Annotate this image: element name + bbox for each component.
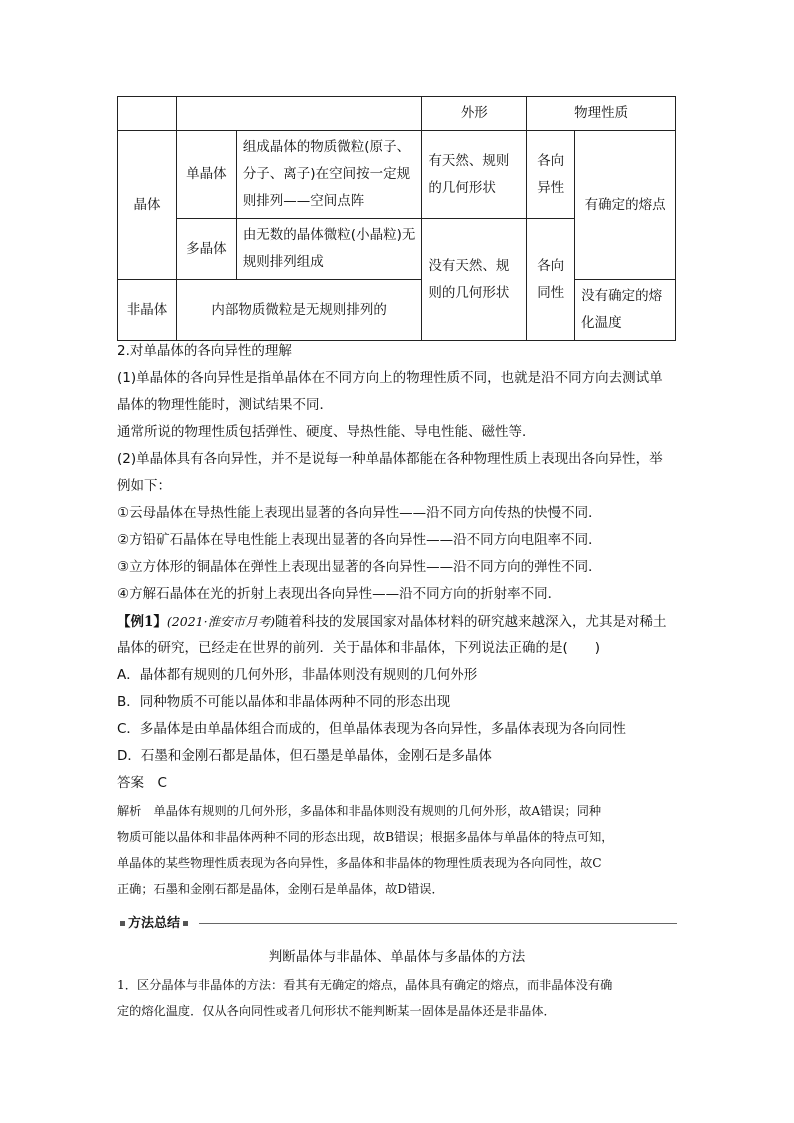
table-cell-empty <box>176 97 422 131</box>
table-row-amorphous <box>118 280 676 341</box>
explanation-line: 单晶体的某些物理性质表现为各向异性，多晶体和非晶体的物理性质表现为各向同性，故C <box>117 856 602 870</box>
explanation-line: 正确；石墨和金刚石都是晶体，金刚石是单晶体，故D错误． <box>117 882 444 896</box>
crystal-label: 晶体 <box>118 131 177 280</box>
single-crystal-shape <box>422 131 527 219</box>
shape-line: 没有天然、规 <box>428 257 510 274</box>
question-stem-line: 晶体的研究，已经走在世界的前列．关于晶体和非晶体，下列说法正确的是( ) <box>117 640 601 656</box>
method-summary-header <box>117 914 677 934</box>
shape-line: 则的几何形状 <box>428 284 510 301</box>
iso-line: 同性 <box>537 284 565 301</box>
square-bullet-icon <box>120 921 125 926</box>
answer: 答案 C <box>117 775 167 791</box>
poly-crystal-shape <box>422 219 527 341</box>
poly-crystal-isotropy <box>527 219 575 341</box>
example-tag: 【例1】 <box>117 614 167 630</box>
desc-line: 由无数的晶体微粒(小晶粒)无 <box>242 227 416 243</box>
example-item: ③立方体形的铜晶体在弹性上表现出显著的各向异性——沿不同方向的弹性不同． <box>117 559 602 575</box>
example-source: (2021·淮安市月考) <box>166 614 275 629</box>
option-d: D．石墨和金刚石都是晶体，但石墨是单晶体，金刚石是多晶体 <box>117 748 492 764</box>
option-a: A．晶体都有规则的几何外形，非晶体则没有规则的几何外形 <box>117 667 478 683</box>
table-cell-empty <box>118 97 177 131</box>
example-text: 随着科技的发展国家对晶体材料的研究越来越深入，尤其是对稀土 <box>274 614 667 630</box>
main-text <box>117 338 677 797</box>
paragraph-line: (1)单晶体的各向异性是指单晶体在不同方向上的物理性质不同，也就是沿不同方向去测试单 <box>117 370 663 386</box>
method-label-text: 方法总结 <box>128 916 181 931</box>
paragraph-line: 晶体的物理性能时，测试结果不同． <box>117 397 333 413</box>
paragraph-line: (2)单晶体具有各向异性，并不是说每一种单晶体都能在各种物理性质上表现出各向异性，举 <box>117 451 663 467</box>
aniso-line: 异性 <box>537 179 565 196</box>
single-crystal-desc <box>236 131 422 219</box>
shape-line: 的几何形状 <box>428 179 496 196</box>
amorphous-desc: 内部物质微粒是无规则排列的 <box>176 280 422 341</box>
example-item: ②方铅矿石晶体在导电性能上表现出显著的各向异性——沿不同方向电阻率不同． <box>117 532 602 548</box>
example-item: ④方解石晶体在光的折射上表现出各向异性——沿不同方向的折射率不同． <box>117 586 562 602</box>
paragraph-line: 例如下： <box>117 478 171 494</box>
desc-line: 则排列——空间点阵 <box>242 193 365 209</box>
amorphous-label: 非晶体 <box>118 280 177 341</box>
shape-line: 有天然、规则 <box>428 152 510 169</box>
option-c: C．多晶体是由单晶体组合而成的，但单晶体表现为各向异性，多晶体表现为各向同性 <box>117 721 626 737</box>
poly-crystal-label: 多晶体 <box>176 219 236 280</box>
header-shape: 外形 <box>422 97 527 131</box>
section-heading: 2.对单晶体的各向异性的理解 <box>117 343 292 359</box>
paragraph-line: 通常所说的物理性质包括弹性、硬度、导热性能、导电性能、磁性等． <box>117 424 536 440</box>
method-line: 定的熔化温度．仅从各向同性或者几何形状不能判断某一固体是晶体还是非晶体． <box>117 1004 556 1018</box>
poly-crystal-desc <box>236 219 422 280</box>
option-b: B．同种物质不可能以晶体和非晶体两种不同的形态出现 <box>117 694 451 710</box>
method-summary-label <box>117 914 197 934</box>
explanation <box>117 798 677 902</box>
single-crystal-label: 单晶体 <box>176 131 236 219</box>
square-bullet-icon <box>183 921 188 926</box>
melt-line: 化温度 <box>581 315 622 331</box>
amorphous-melting <box>575 280 676 341</box>
method-line: 1．区分晶体与非晶体的方法：看其有无确定的熔点，晶体具有确定的熔点，而非晶体没有确 <box>117 978 613 992</box>
explanation-line: 解析 单晶体有规则的几何外形，多晶体和非晶体则没有规则的几何外形，故A错误；同种 <box>117 804 602 818</box>
table-header-row <box>118 97 676 131</box>
iso-line: 各向 <box>537 257 565 274</box>
example-item: ①云母晶体在导热性能上表现出显著的各向异性——沿不同方向传热的快慢不同． <box>117 505 602 521</box>
table-row-single <box>118 131 676 219</box>
desc-line: 规则排列组成 <box>242 254 324 270</box>
desc-line: 分子、离子)在空间按一定规 <box>242 166 411 182</box>
question-stem <box>117 608 677 635</box>
explanation-line: 物质可能以晶体和非晶体两种不同的形态出现，故B错误；根据多晶体与单晶体的特点可知， <box>117 830 614 844</box>
single-crystal-anisotropy <box>527 131 575 219</box>
method-body <box>117 972 677 1024</box>
melt-line: 没有确定的熔 <box>581 288 663 304</box>
aniso-line: 各向 <box>537 152 565 169</box>
divider <box>199 923 677 924</box>
desc-line: 组成晶体的物质微粒(原子、 <box>242 139 411 155</box>
crystal-melting-point: 有确定的熔点 <box>575 131 676 280</box>
method-title: 判断晶体与非晶体、单晶体与多晶体的方法 <box>268 949 526 965</box>
crystal-comparison-table <box>117 96 676 341</box>
header-physical: 物理性质 <box>527 97 676 131</box>
